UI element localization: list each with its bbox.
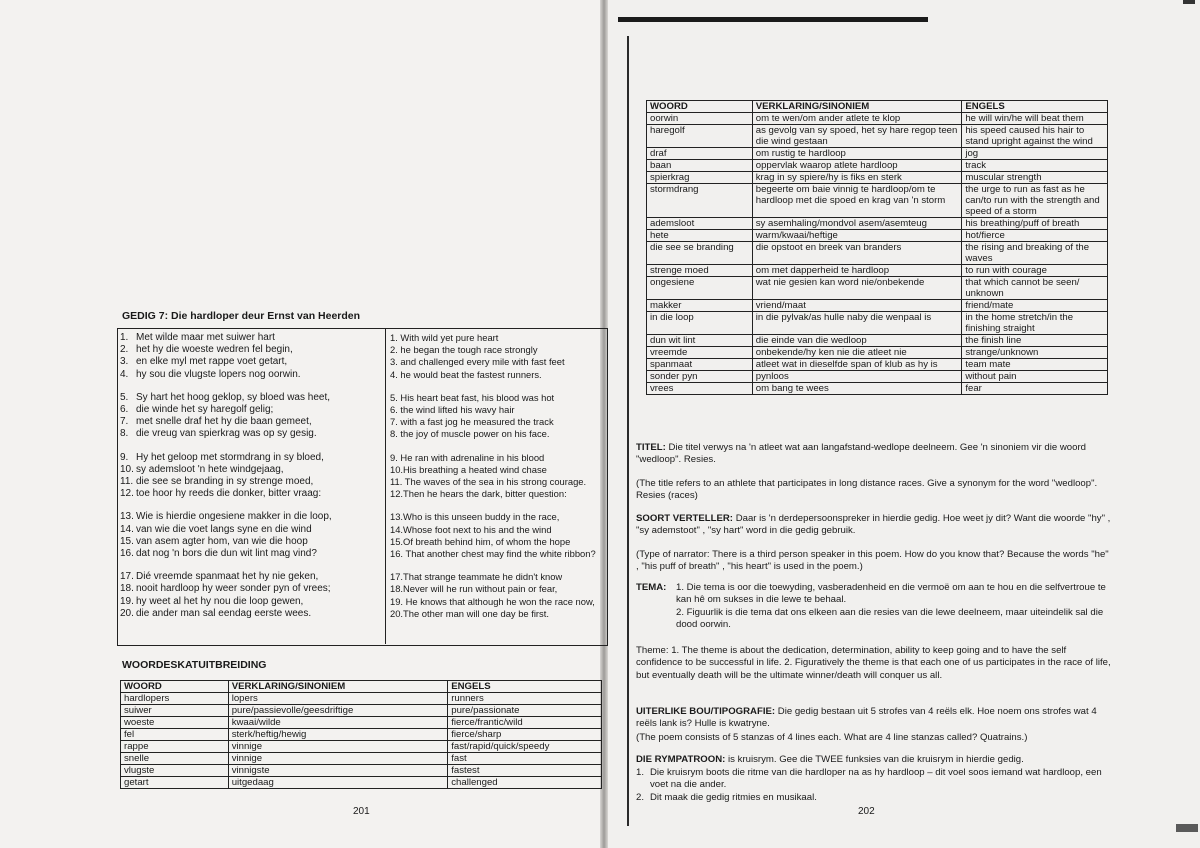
poem-line <box>120 428 382 440</box>
vocab-explanation-cell: begeerte om baie vinnig te hardloop/om te hardloop met die spoed en krag van 'n storm <box>752 184 962 218</box>
vocab-explanation-cell: in die pylvak/as hulle naby die wenpaal is <box>752 312 962 335</box>
poem-line <box>120 452 382 464</box>
vocab-explanation-cell: onbekende/hy ken nie die atleet nie <box>752 347 962 359</box>
line-text: sy ademsloot 'n hete windgejaag, <box>136 463 284 475</box>
poem-line <box>120 404 382 416</box>
line-text: en elke myl met rappe voet getart, <box>136 356 288 368</box>
vocab-word-cell: woeste <box>121 717 229 729</box>
table-row <box>121 705 602 717</box>
poem-line: 14.Whose foot next to his and the wind <box>390 523 552 535</box>
titel-text-af: Die titel verwys na 'n atleet wat aan langafstand-wedlope deelneem. Gee 'n sinoniem vir die woord "wedloop". Resies. <box>636 442 1087 466</box>
line-text: die see se branding in sy strenge moed, <box>136 476 314 488</box>
poem-line <box>120 548 382 560</box>
poem-line: 7. with a fast jog he measured the track <box>390 416 554 428</box>
vocab-english-cell: challenged <box>448 777 602 789</box>
line-number: 19. <box>120 595 134 607</box>
page-number-left: 201 <box>353 806 370 817</box>
poem-english-column <box>390 332 602 631</box>
vocab-explanation-cell: pynloos <box>752 371 962 383</box>
poem-line: 15.Of breath behind him, of whom the hope <box>390 535 571 547</box>
vocab-english-cell: fierce/frantic/wild <box>448 717 602 729</box>
poem-line: 19. He knows that although he won the race now, <box>390 595 595 607</box>
table-row <box>121 777 602 789</box>
vocab-word-cell: die see se branding <box>647 242 753 265</box>
titel-section <box>636 442 1111 467</box>
table-row <box>647 277 1108 300</box>
table-row <box>647 125 1108 148</box>
poem-line: 3. and challenged every mile with fast feet <box>390 356 565 368</box>
vocab-english-cell: that which cannot be seen/ unknown <box>962 277 1108 300</box>
rym-item-number: 1. <box>636 767 645 778</box>
poem-stanza <box>120 511 382 560</box>
vocab-word-cell: in die loop <box>647 312 753 335</box>
vocab-explanation-cell: om rustig te hardloop <box>752 148 962 160</box>
table-row <box>121 693 602 705</box>
line-text: Sy hart het hoog geklop, sy bloed was heet, <box>136 391 331 403</box>
table-row <box>647 383 1108 395</box>
vocab-explanation-cell: om bang te wees <box>752 383 962 395</box>
vocab-word-cell: spanmaat <box>647 359 753 371</box>
vocab-explanation-cell: vinnige <box>228 741 448 753</box>
line-number: 18. <box>120 583 134 595</box>
bou-text-en: (The poem consists of 5 stanzas of 4 lines each. What are 4 line stanzas called? Quatrains.) <box>636 732 1028 743</box>
vocab-table-left <box>120 680 602 789</box>
line-number: 16. <box>120 548 134 560</box>
line-number: 11. <box>120 476 134 488</box>
tema-item-2: 2. Figuurlik is die tema dat ons elkeen aan die resies van die lewe deelneem, maar uiteindelik sal die dood oorwin. <box>676 606 1104 630</box>
vocab-header-english: ENGELS <box>448 681 602 693</box>
poem-line: 20.The other man will one day be first. <box>390 607 549 619</box>
vocab-word-cell: spierkrag <box>647 172 753 184</box>
vocab-word-cell: dun wit lint <box>647 335 753 347</box>
poem-line <box>120 416 382 428</box>
vocab-english-cell: fear <box>962 383 1108 395</box>
verteller-section <box>636 513 1111 538</box>
line-number: 9. <box>120 451 129 463</box>
poem-stanza <box>390 571 602 620</box>
verteller-text-af: Daar is 'n derdepersoonspreker in hierdie gedig. Hoe weet jy dit? Want die woorde "hy" , "sy ademstoot" , "sy hart" word in die gedig gebruik. <box>636 513 1111 537</box>
poem-line <box>120 511 382 523</box>
vocab-english-cell: fast/rapid/quick/speedy <box>448 741 602 753</box>
poem-line <box>120 356 382 368</box>
vocab-english-cell: fast <box>448 753 602 765</box>
rym-section <box>636 754 1111 766</box>
vocab-english-cell: strange/unknown <box>962 347 1108 359</box>
line-number: 5. <box>120 391 129 403</box>
line-text: van wie die voet langs syne en die wind <box>136 523 312 535</box>
rym-item-number: 2. <box>636 791 645 803</box>
table-row <box>647 160 1108 172</box>
vocab-header-word: WOORD <box>647 101 753 113</box>
rym-list <box>636 767 1111 804</box>
table-row <box>647 113 1108 125</box>
poem-line <box>120 332 382 344</box>
line-text: hy weet al het hy nou die loop gewen, <box>136 595 304 607</box>
line-number: 20. <box>120 607 134 619</box>
poem-line <box>120 369 382 381</box>
poem-line: 18.Never will he run without pain or fear, <box>390 583 558 595</box>
vocab-english-cell: muscular strength <box>962 172 1108 184</box>
line-text: Wie is hierdie ongesiene makker in die loop, <box>136 511 332 523</box>
table-row <box>647 230 1108 242</box>
table-row <box>647 172 1108 184</box>
table-row <box>647 265 1108 277</box>
poem-stanza <box>390 511 602 560</box>
vocab-word-cell: haregolf <box>647 125 753 148</box>
poem-line <box>120 583 382 595</box>
corner-mark <box>1183 0 1195 4</box>
rym-item <box>636 767 1111 792</box>
poem-line <box>120 344 382 356</box>
vocab-english-cell: fastest <box>448 765 602 777</box>
line-text: met snelle draf het hy die baan gemeet, <box>136 416 312 428</box>
poem-stanza <box>120 332 382 381</box>
bou-text-af: Die gedig bestaan uit 5 strofes van 4 reëls elk. Hoe noem ons strofes wat 4 reëls lank is? Hulle is kwatryne. <box>636 706 1097 730</box>
vocab-word-cell: hardlopers <box>121 693 229 705</box>
vocab-explanation-cell: die opstoot en breek van branders <box>752 242 962 265</box>
vocab-explanation-cell: vinnige <box>228 753 448 765</box>
vocab-english-cell: his breathing/puff of breath <box>962 218 1108 230</box>
poem-divider <box>385 328 386 644</box>
line-text: die vreug van spierkrag was op sy gesig. <box>136 428 317 440</box>
poem-line: 2. he began the tough race strongly <box>390 344 538 356</box>
line-number: 2. <box>120 344 129 356</box>
vocab-english-cell: jog <box>962 148 1108 160</box>
vocab-explanation-cell: om te wen/om ander atlete te klop <box>752 113 962 125</box>
vocab-word-cell: vlugste <box>121 765 229 777</box>
table-row <box>647 218 1108 230</box>
vocab-explanation-cell: as gevolg van sy spoed, het sy hare regop teen die wind gestaan <box>752 125 962 148</box>
poem-line: 17.That strange teammate he didn't know <box>390 571 563 583</box>
verteller-text-en: (Type of narrator: There is a third person speaker in this poem. How do you know that? Because the words "he" , "his puff of breath" , "his heart" is used in the poem.) <box>636 549 1109 573</box>
vocab-english-cell: fierce/sharp <box>448 729 602 741</box>
vocab-explanation-cell: sy asemhaling/mondvol asem/asemteug <box>752 218 962 230</box>
vocab-word-cell: snelle <box>121 753 229 765</box>
poem-stanza <box>390 392 602 441</box>
vocab-explanation-cell: wat nie gesien kan word nie/onbekende <box>752 277 962 300</box>
rym-item <box>636 792 1111 804</box>
line-number: 15. <box>120 535 134 547</box>
vocab-header-word: WOORD <box>121 681 229 693</box>
vocab-word-cell: strenge moed <box>647 265 753 277</box>
vocab-english-cell: the rising and breaking of the waves <box>962 242 1108 265</box>
vocab-english-cell: track <box>962 160 1108 172</box>
vocab-explanation-cell: oppervlak waarop atlete hardloop <box>752 160 962 172</box>
table-row <box>121 741 602 753</box>
poem-line <box>120 524 382 536</box>
vocab-word-cell: hete <box>647 230 753 242</box>
vocab-explanation-cell: warm/kwaai/heftige <box>752 230 962 242</box>
poem-line: 1. With wild yet pure heart <box>390 332 499 343</box>
titel-text-en: (The title refers to an athlete that participates in long distance races. Give a synonym for the word "wedloop". Resies (races) <box>636 478 1098 502</box>
vocab-english-cell: friend/mate <box>962 300 1108 312</box>
line-text: het hy die woeste wedren fel begin, <box>136 344 293 356</box>
table-row <box>647 300 1108 312</box>
vocab-english-cell: the urge to run as fast as he can/to run with the strength and speed of a storm <box>962 184 1108 218</box>
poem-line: 5. His heart beat fast, his blood was hot <box>390 391 555 403</box>
poem-line <box>120 608 382 620</box>
poem-stanza <box>120 452 382 501</box>
poem-line <box>120 596 382 608</box>
vocab-english-cell: pure/passionate <box>448 705 602 717</box>
line-number: 12. <box>120 488 134 500</box>
vocab-header-english: ENGELS <box>962 101 1108 113</box>
theme-text-en: Theme: 1. The theme is about the dedication, determination, ability to keep going and to have the self confidence to be successful in life. 2. Figuratively the theme is that each one of us participates in the race of life, but eventually death will be the ultimate winner/death will conquer us all. <box>636 645 1111 681</box>
vocab-explanation-cell: atleet wat in dieselfde span of klub as hy is <box>752 359 962 371</box>
table-row <box>647 242 1108 265</box>
poem-line <box>120 476 382 488</box>
vocab-word-cell: oorwin <box>647 113 753 125</box>
line-text: nooit hardloop hy weer sonder pyn of vrees; <box>136 583 331 595</box>
tema-section <box>636 582 1111 631</box>
line-text: dat nog 'n bors die dun wit lint mag vind? <box>136 548 317 560</box>
vocab-explanation-cell: die einde van die wedloop <box>752 335 962 347</box>
bou-label: UITERLIKE BOU/TIPOGRAFIE: <box>636 706 776 717</box>
vocab-english-cell: in the home stretch/in the finishing straight <box>962 312 1108 335</box>
table-row <box>647 359 1108 371</box>
vocab-english-cell: he will win/he will beat them <box>962 113 1108 125</box>
poem-afrikaans-column <box>120 332 382 631</box>
line-text: die winde het sy haregolf gelig; <box>136 404 274 416</box>
poem-line <box>120 488 382 500</box>
vocab-word-cell: fel <box>121 729 229 741</box>
poem-line: 16. That another chest may find the white ribbon? <box>390 548 596 560</box>
line-text: Met wilde maar met suiwer hart <box>136 332 275 343</box>
table-row <box>647 347 1108 359</box>
vocab-header-explanation: VERKLARING/SINONIEM <box>228 681 448 693</box>
vocab-english-cell: runners <box>448 693 602 705</box>
poem-line <box>120 392 382 404</box>
tema-label: TEMA: <box>636 582 667 593</box>
vocab-word-cell: getart <box>121 777 229 789</box>
vocab-explanation-cell: vinnigste <box>228 765 448 777</box>
rym-label: DIE RYMPATROON: <box>636 754 726 765</box>
table-row <box>121 717 602 729</box>
line-text: Hy het geloop met stormdrang in sy bloed, <box>136 451 324 463</box>
vocab-word-cell: ademsloot <box>647 218 753 230</box>
rym-text-af: is kruisrym. Gee die TWEE funksies van die kruisrym in hierdie gedig. <box>728 754 1024 765</box>
rym-item-text: Dit maak die gedig ritmies en musikaal. <box>650 791 817 803</box>
vocab-word-cell: suiwer <box>121 705 229 717</box>
table-row <box>121 753 602 765</box>
vocab-explanation-cell: pure/passievolle/geesdriftige <box>228 705 448 717</box>
poem-line <box>120 464 382 476</box>
vocab-english-cell: without pain <box>962 371 1108 383</box>
line-text: die ander man sal eendag eerste wees. <box>136 607 312 619</box>
vocab-table-right <box>646 100 1108 395</box>
line-number: 7. <box>120 416 129 428</box>
poem-line: 12.Then he hears the dark, bitter question: <box>390 488 567 500</box>
table-row <box>647 184 1108 218</box>
line-number: 13. <box>120 511 134 523</box>
poem-stanza <box>390 332 602 381</box>
vocab-english-cell: to run with courage <box>962 265 1108 277</box>
poem-line <box>120 536 382 548</box>
rym-item-text: Die kruisrym boots die ritme van die hardloper na as hy hardloop – dit voel soos iemand wat hardloop, een voet na die ander. <box>650 767 1102 791</box>
poem-stanza <box>120 392 382 441</box>
line-number: 8. <box>120 428 129 440</box>
table-row <box>647 312 1108 335</box>
table-row <box>647 371 1108 383</box>
vocab-english-cell: team mate <box>962 359 1108 371</box>
vocab-english-cell: hot/fierce <box>962 230 1108 242</box>
vocab-explanation-cell: om met dapperheid te hardloop <box>752 265 962 277</box>
vocab-english-cell: his speed caused his hair to stand upright against the wind <box>962 125 1108 148</box>
vocab-header-explanation: VERKLARING/SINONIEM <box>752 101 962 113</box>
poem-line: 10.His breathing a heated wind chase <box>390 463 547 475</box>
table-row <box>121 729 602 741</box>
vocab-word-cell: draf <box>647 148 753 160</box>
table-row <box>647 335 1108 347</box>
vocab-word-cell: rappe <box>121 741 229 753</box>
corner-mark-bottom <box>1176 824 1198 832</box>
line-text: hy sou die vlugste lopers nog oorwin. <box>136 368 301 380</box>
line-text: toe hoor hy reeds die donker, bitter vraag: <box>136 488 322 500</box>
line-number: 4. <box>120 368 129 380</box>
vocab-word-cell: ongesiene <box>647 277 753 300</box>
titel-label: TITEL: <box>636 442 666 453</box>
poem-line: 9. He ran with adrenaline in his blood <box>390 451 545 463</box>
poem-line: 8. the joy of muscle power on his face. <box>390 428 550 440</box>
line-number: 14. <box>120 523 134 535</box>
vocab-explanation-cell: lopers <box>228 693 448 705</box>
line-number: 3. <box>120 356 129 368</box>
margin-line <box>627 36 629 826</box>
poem-line: 4. he would beat the fastest runners. <box>390 368 542 380</box>
line-number: 17. <box>120 571 134 583</box>
line-text: van asem agter hom, van wie die hoop <box>136 535 308 547</box>
table-row <box>121 765 602 777</box>
vocab-word-cell: vrees <box>647 383 753 395</box>
top-bar-decoration <box>618 17 928 22</box>
line-number: 6. <box>120 404 129 416</box>
vocab-explanation-cell: vriend/maat <box>752 300 962 312</box>
vocab-english-cell: the finish line <box>962 335 1108 347</box>
vocab-explanation-cell: kwaai/wilde <box>228 717 448 729</box>
poem-title: GEDIG 7: Die hardloper deur Ernst van Heerden <box>122 310 361 322</box>
vocab-word-cell: baan <box>647 160 753 172</box>
vocab-word-cell: stormdrang <box>647 184 753 218</box>
vocab-explanation-cell: krag in sy spiere/hy is fiks en sterk <box>752 172 962 184</box>
line-number: 1. <box>120 332 129 343</box>
tema-item-1: 1. Die tema is oor die toewyding, vasberadenheid en die vermoë om aan te hou en die selfvertroue te kan hê om sukses in die lewe te behaal. <box>676 582 1106 606</box>
vocab-word-cell: makker <box>647 300 753 312</box>
vocab-word-cell: sonder pyn <box>647 371 753 383</box>
bou-section <box>636 706 1111 731</box>
line-text: Dié vreemde spanmaat het hy nie geken, <box>136 571 319 583</box>
vocab-explanation-cell: uitgedaag <box>228 777 448 789</box>
poem-line: 13.Who is this unseen buddy in the race, <box>390 511 560 523</box>
line-number: 10. <box>120 463 134 475</box>
poem-line <box>120 571 382 583</box>
poem-stanza <box>120 571 382 620</box>
vocab-word-cell: vreemde <box>647 347 753 359</box>
vocab-section-title: WOORDESKATUITBREIDING <box>122 659 267 671</box>
verteller-label: SOORT VERTELLER: <box>636 513 734 524</box>
poem-line: 11. The waves of the sea in his strong courage. <box>390 476 587 488</box>
poem-line: 6. the wind lifted his wavy hair <box>390 404 515 416</box>
poem-stanza <box>390 452 602 501</box>
page-number-right: 202 <box>858 806 875 817</box>
table-row <box>647 148 1108 160</box>
vocab-explanation-cell: sterk/heftig/hewig <box>228 729 448 741</box>
